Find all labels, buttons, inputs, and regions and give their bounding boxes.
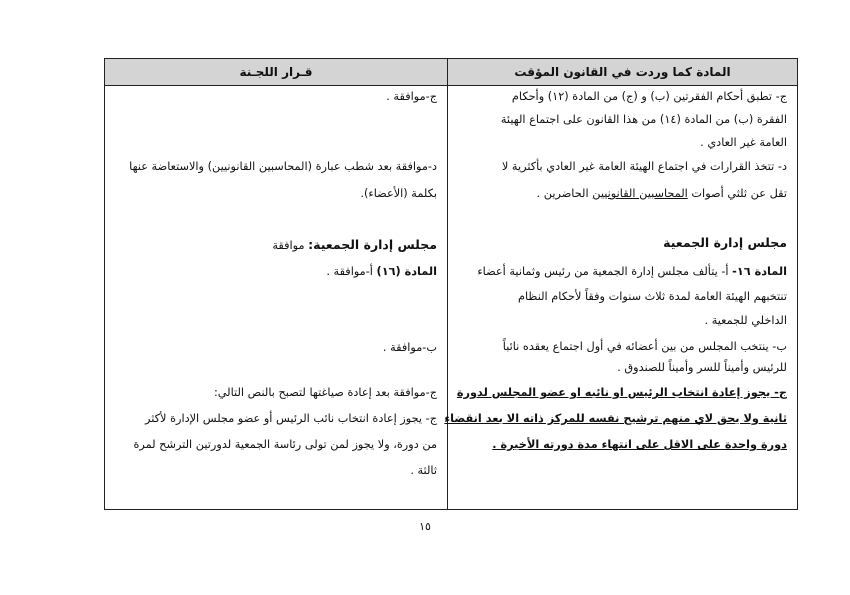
law-item-d-prefix: تقل عن ثلثي أصوات	[687, 187, 787, 200]
committee-b-approval: ب-موافقة .	[382, 341, 437, 354]
committee-article16-approval: أ-موافقة .	[326, 265, 377, 278]
law-article16-text: أ- يتألف مجلس إدارة الجمعية من رئيس وثمانية أعضاء	[477, 265, 733, 278]
law-column-header: المادة كما وردت في القانون المؤقت	[447, 59, 797, 85]
law-article16-line3: الداخلي للجمعية .	[704, 314, 787, 327]
law-article16-c-line2: ثانية ولا يحق لاي منهم ترشيح نفسه للمركز ذاته الا بعد انقضاء	[444, 412, 787, 425]
law-article16-c-line3: دورة واحدة على الاقل على انتهاء مدة دورته الأخيرة .	[492, 438, 787, 451]
page-number: ١٥	[419, 520, 431, 533]
law-item-d-underlined: المحاسبين القانونيين	[592, 187, 688, 200]
law-article16-b-line1: ب- ينتخب المجلس من بين أعضائه في أول اجتماع يعقده نائباً	[502, 340, 787, 353]
law-item-c-line2: الفقرة (ب) من المادة (١٤) من هذا القانون على اجتماع الهيئة	[500, 113, 787, 126]
law-article16-c-line1: ج- يجوز إعادة انتخاب الرئيس او نائبه او عضو المجلس لدورة	[456, 386, 787, 399]
committee-section-line	[272, 237, 437, 254]
committee-c-line3: من دورة، ولا يجوز لمن تولى رئاسة الجمعية لدورتين الترشح لمرة	[133, 438, 437, 451]
column-divider	[447, 59, 448, 509]
committee-c-line1: ج-موافقة بعد إعادة صياغتها لتصبح بالنص التالي:	[213, 386, 437, 399]
committee-column-header: قـرار اللجـنة	[239, 65, 313, 79]
committee-section-approval: موافقة	[272, 239, 309, 252]
committee-article16-label: المادة (١٦)	[376, 265, 437, 278]
law-article16-label: المادة ١٦-	[732, 265, 787, 278]
law-item-c-line3: العامة غير العادي .	[700, 136, 787, 149]
table-header	[105, 59, 797, 86]
law-item-d-line2	[537, 186, 787, 202]
law-article16-line1	[477, 264, 787, 280]
committee-c-line4: ثالثة .	[410, 464, 437, 477]
comparison-table	[104, 58, 798, 510]
law-item-c-line1: ج- تطبق أحكام الفقرتين (ب) و (ج) من المادة (١٢) وأحكام	[511, 90, 787, 103]
committee-article16-line	[326, 264, 437, 280]
committee-c-line2: ج- يجوز إعادة انتخاب نائب الرئيس أو عضو مجلس الإدارة لأكثر	[145, 412, 437, 425]
law-article16-b-line2: للرئيس وأميناً للسر وأميناً للصندوق .	[617, 361, 787, 374]
committee-d-line1: د-موافقة بعد شطب عبارة (المحاسبين القانونيين) والاستعاضة عنها	[129, 160, 437, 173]
committee-d-line2: بكلمة (الأعضاء).	[360, 187, 437, 200]
committee-section-heading: مجلس إدارة الجمعية:	[308, 237, 437, 252]
law-article16-line2: تنتخبهم الهيئة العامة لمدة ثلاث سنوات وفقاً لأحكام النظام	[518, 290, 787, 303]
law-item-d-suffix: الحاضرين .	[536, 187, 593, 200]
committee-c-approval: ج-موافقة .	[386, 90, 437, 103]
law-section-heading: مجلس إدارة الجمعية	[663, 235, 787, 250]
law-item-d-line1: د- تتخذ القرارات في اجتماع الهيئة العامة غير العادي بأكثرية لا	[501, 160, 787, 173]
